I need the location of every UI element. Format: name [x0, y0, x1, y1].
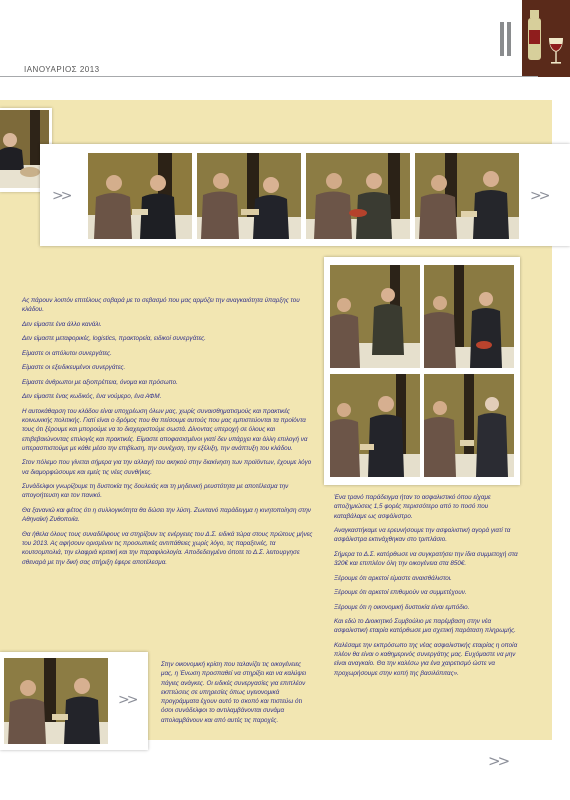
photo-card-bottom	[0, 652, 148, 750]
article-middle-column	[161, 660, 311, 730]
photo	[424, 265, 514, 368]
top-bar	[0, 0, 570, 60]
article-paragraph: Είμαστε οι απόλυτοι συνεργάτες.	[22, 349, 112, 357]
double-chevron-right-icon: >>	[530, 188, 548, 204]
article-paragraph: Θα ξανανιώ και φέτος ότι η συλλογικότητα θα δώσει την λύση. Ζωντανό παράδειγμα η κινητοποίηση στην Αθηναϊκή Ζυθοποιία.	[22, 506, 312, 524]
article-paragraph: Συνάδελφοι γνωρίζουμε τη δυστοκία της δουλειάς και τη μηδενική ρευστότητα με αποτέλεσμα την απογοήτευση και τον πανικό.	[22, 483, 289, 500]
article-paragraph: Σήμερα το Δ.Σ. κατόρθωσε να συγκρατήσει την ίδια συμμετοχή στα 320€ και επιπλέον όλη την οικογένεια στα 850€.	[334, 550, 518, 568]
article-paragraph: Στην οικονομική κρίση που ταλανίζει τις οικογένειες μας, η Ένωση προσπαθεί να στηρίξει και να καλύψει πάγιες ανάγκες. Οι ειδικές συνεργασίες για επιπλέον εκπτώσεις σε υπηρεσίες όπως υγειονομικά προγράμματα έχουν αυτό το σκοπό και πιστεύω ότι όσοι συνάδελφοι το αντιλαμβάνονται συνάμα απολαμβάνουν και από αυτές τις παροχές.	[161, 661, 307, 724]
divider-bars	[500, 22, 514, 56]
article-paragraph: Ξέρουμε ότι η οικονομική δυστοκία είναι εμπόδιο.	[334, 603, 470, 611]
corner-decoration	[522, 0, 570, 77]
photo	[4, 658, 108, 744]
photo	[88, 153, 192, 239]
article-paragraph: Ξέρουμε ότι αρκετοί επιθυμούν να συμμετέχουν.	[334, 589, 467, 597]
article-paragraph: Στον πόλεμο που γίνεται σήμερα για την αλλαγή του ακηκού στην διακίνηση των προϊόντων, έχουμε λόγο να διαμορφώσουμε και εμείς τις νέες συνθήκες.	[22, 459, 312, 476]
article-paragraph: Δεν είμαστε μεταφορικές, logistics, πρακτορεία, ειδικοί συνεργάτες.	[22, 335, 206, 343]
article-paragraph: Και εδώ το Διοικητικό Συμβούλιο με παρέμβαση στην νέα ασφαλιστική εταιρία κατόρθωσε μια σχετική παράταση πληρωμής.	[334, 618, 516, 635]
article-paragraph: Δεν είμαστε ένας κωδικός, ένα νούμερο, ένα ΑΦΜ.	[22, 393, 162, 401]
photo-grid-card	[324, 257, 520, 485]
article-paragraph: Δεν είμαστε ένα άλλο κανάλι.	[22, 320, 102, 328]
photo	[306, 153, 410, 239]
article-paragraph: Αναγκαστήκαμε να ερευνήσουμε την ασφαλιστική αγορά γιατί τα ασφάλιστρα εκτινάχθηκαν στο τριπλάσιο.	[334, 527, 511, 544]
article-paragraph: Θα ήθελα όλους τους συναδέλφους να στηρίζουν τις ενέργειες του Δ.Σ. ειδικά τώρα στους πρώτους μήνες του 2013. Ας αφήσουν ορισμένοι τις προσωπικές αντιπάθειες χωρίς λόγο, τις παραξενιές, τα κουτσομπολιά, την ελαφριά κριτική και την παραφιλολογία. Αποδεδειγμένο όποτε το Δ.Σ. λειτουργησε σθεναρά με την δική σας στήριξη έφερε αποτέλεσμα.	[22, 530, 313, 566]
article-right-column	[334, 493, 520, 683]
article-paragraph: Είμαστε άνθρωποι με αξιοπρέπεια, όνομα και πρόσωπο.	[22, 378, 178, 386]
article-paragraph: Ας πάρουν λοιπόν επιτέλους σοβαρά με το σεβασμό που μας αρμόζει την αναγκαιότητα ύπαρξης του κλάδου.	[22, 297, 300, 314]
header-rule	[0, 76, 538, 77]
photo	[415, 153, 519, 239]
photo	[330, 265, 420, 368]
photo	[424, 374, 514, 477]
double-chevron-right-icon: >>	[52, 188, 70, 204]
article-left-column	[22, 296, 316, 572]
article-paragraph: Η αυτοκάθαρση του κλάδου είναι υποχρέωση όλων μας, χωρίς συναισθηματισμούς και πρακτικές κοινωνικής πολιτικής. Γιατί είναι ο δρόμος που θα πείσουμε αυτούς που μας εμπιστεύονται τα προϊόντα τους ότι ξέρουμε και μπορούμε να το διαχειριστούμε σωστά. Δίνοντας υπεροχή σε όλους και επιβεβαιώνοντας επιλογές και πρακτικές. Είμαστε αποφασισμένοι γιατί δεν υπάρχει και άλλη επιλογή να υπερασπιστούμε με κάθε μέσο την επιβίωση, την συνέχιση, την εξέλιξη, την ανάπτυξη του κλάδου.	[22, 407, 308, 452]
issue-date: ΙΑΝΟΥΑΡΙΟΣ 2013	[24, 65, 100, 74]
article-paragraph: Ένα τρανό παράδειγμα ήταν το ασφαλιστικό όπου είχαμε αποζημιώσεις 1,5 φορές περισσότερο από το ποσό που καταβάλαμε ως ασφάλιστρο.	[334, 494, 491, 520]
wine-bottle-glass-icon	[522, 0, 570, 77]
double-chevron-right-icon: >>	[488, 752, 508, 770]
photo	[330, 374, 420, 477]
photo-strip	[40, 144, 570, 246]
photo	[197, 153, 301, 239]
article-paragraph: Είμαστε οι εξειδικευμένοι συνεργάτες.	[22, 364, 126, 372]
article-paragraph: Καλέσαμε την εκπρόσωπο της νέας ασφαλιστικής εταιρίας η οποία πλέον θα είναι ο καθημερινός συνεργάτης μας. Ευχόμαστε να μην είναι αναγκαίο. Θα την καλέσω για ένα χαιρετισμό ώστε να προχωρήσουμε στην κοπή της βασιλόπιτας».	[334, 641, 518, 677]
article-paragraph: Ξέρουμε ότι αρκετοί είμαστε αναισθάλιστοι.	[334, 574, 452, 582]
double-chevron-right-icon: >>	[118, 692, 136, 708]
